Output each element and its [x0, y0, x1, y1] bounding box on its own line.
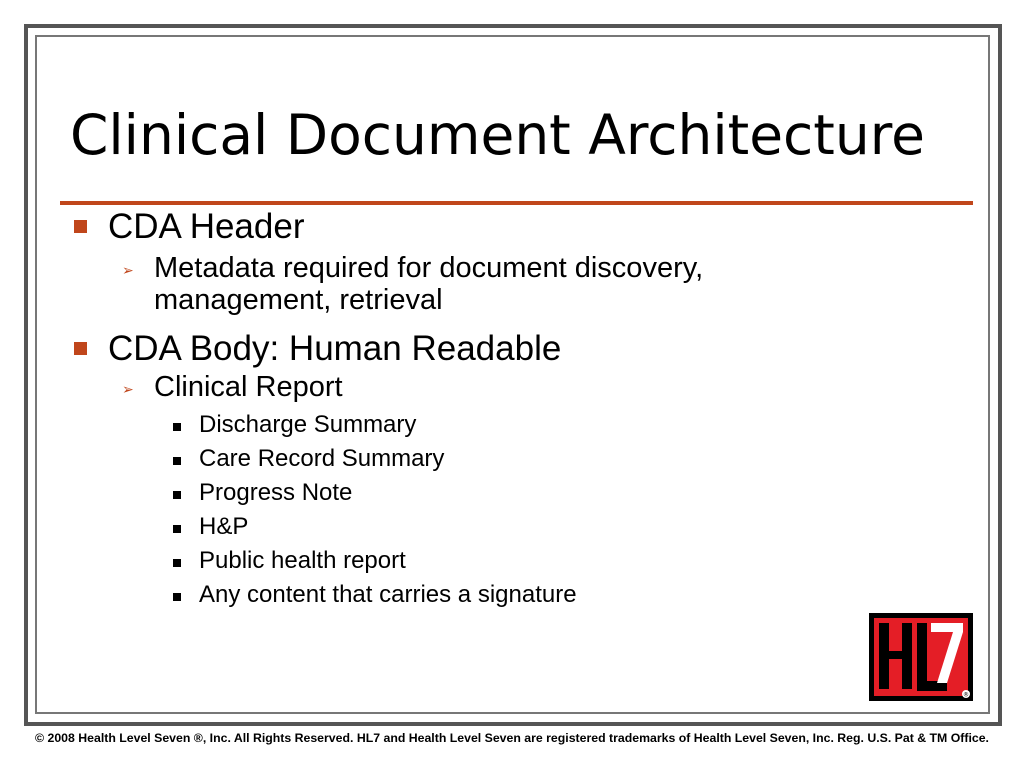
svg-text:®: ® [963, 691, 969, 699]
chevron-right-icon: ➢ [122, 382, 134, 398]
list-item-progress-note: Progress Note [199, 479, 353, 506]
bullet-cda-body: CDA Body: Human Readable [108, 329, 562, 368]
small-square-icon [173, 593, 181, 601]
sub-bullet-metadata-line2: management, retrieval [154, 284, 443, 316]
footer-copyright: © 2008 Health Level Seven ®, Inc. All Rights Reserved. HL7 and Health Level Seven are registered trademarks of Health Level Seven, Inc. Reg. U.S. Pat & TM Office. [35, 731, 989, 745]
small-square-icon [173, 525, 181, 533]
small-square-icon [173, 423, 181, 431]
small-square-icon [173, 491, 181, 499]
list-item-signature-content: Any content that carries a signature [199, 581, 577, 608]
small-square-icon [173, 559, 181, 567]
list-item-discharge-summary: Discharge Summary [199, 411, 417, 438]
slide-title: Clinical Document Architecture [70, 103, 925, 167]
bullet-square-icon [74, 220, 87, 233]
title-underline [60, 201, 973, 205]
sub-bullet-clinical-report: Clinical Report [154, 371, 343, 403]
hl7-logo-graphic [869, 613, 973, 701]
sub-bullet-metadata-line1: Metadata required for document discovery, [154, 252, 704, 284]
chevron-right-icon: ➢ [122, 263, 134, 279]
hl7-logo [869, 613, 973, 701]
small-square-icon [173, 457, 181, 465]
bullet-cda-header: CDA Header [108, 207, 305, 246]
list-item-care-record-summary: Care Record Summary [199, 445, 445, 472]
list-item-public-health-report: Public health report [199, 547, 406, 574]
list-item-h-and-p: H&P [199, 513, 249, 540]
bullet-square-icon [74, 342, 87, 355]
